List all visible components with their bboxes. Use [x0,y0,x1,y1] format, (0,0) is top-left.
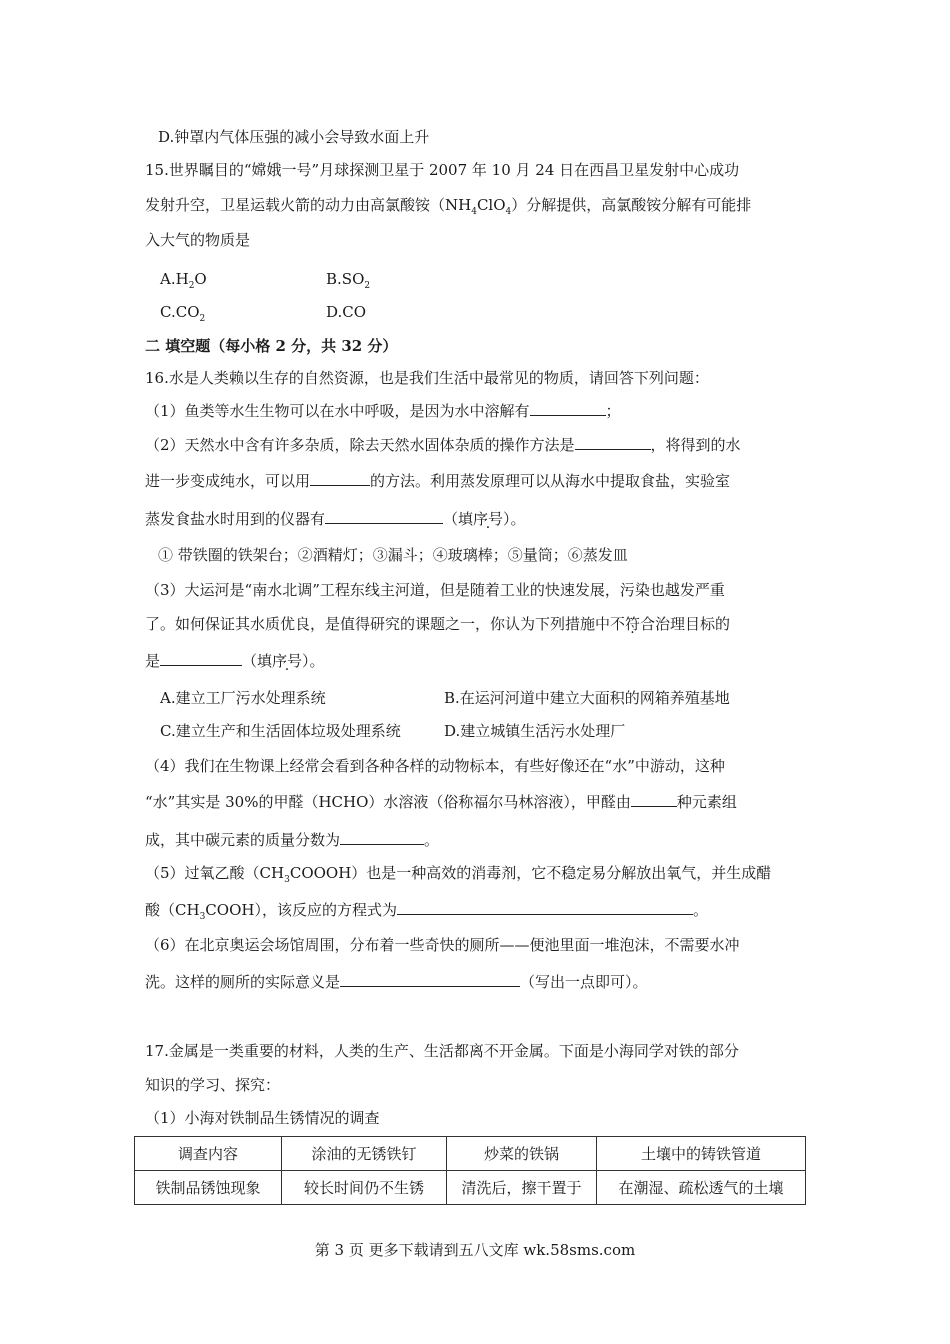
answer-blank[interactable] [160,650,242,666]
subscript: 2 [364,281,371,291]
table-header-row [135,1137,806,1171]
emphasis-text: 序号 [473,510,504,528]
subscript: 2 [199,314,206,324]
q16-part4-line1: （4）我们在生物课上经常会看到各种各样的动物标本，有些好像还在“水”中游动，这种 [145,757,725,775]
q16-part2-line2: 进一步变成纯水，可以用 的方法。利用蒸发原理可以从海水中提取食盐，实验室 [145,472,731,490]
answer-blank[interactable] [325,508,443,524]
section-heading: 二 填空题（每小格 2 分，共 32 分） [145,337,398,355]
q15-stem-line3: 入大气的物质是 [145,231,251,249]
table-cell: 清洗后，擦干置于 [447,1171,597,1205]
q15-option-a: $A.H_2O$ [160,270,207,291]
q16-part4-line2: “水”其实是 30%的甲醛（HCHO）水溶液（俗称福尔马林溶液），甲醛由 种元素组 [145,793,737,811]
table-row [135,1171,806,1205]
q17-stem-line1: 17.金属是一类重要的材料，人类的生产、生活都离不开金属。下面是小海同学对铁的部分 [145,1042,739,1060]
rust-survey-table [134,1136,806,1205]
q16-part6-line1: （6）在北京奥运会场馆周围，分布着一些奇快的厕所——便池里面一堆泡沫，不需要水冲 [145,936,740,954]
q16-part4-line3: 成，其中碳元素的质量分数为 。 [145,831,440,849]
q16-part2-line1: （2）天然水中含有许多杂质，除去天然水固体杂质的操作方法是 ，将得到的水 [145,436,741,454]
table-header-cell: 调查内容 [135,1137,282,1171]
q16-intro: 16.水是人类赖以生存的自然资源，也是我们生活中最常见的物质，请回答下列问题： [145,369,709,387]
q16-part3-line2: 了。如何保证其水质优良，是值得研究的课题之一，你认为下列措施中不符合治理目标的 [145,615,731,633]
answer-blank[interactable] [530,400,606,416]
q16-part2-line3: 蒸发食盐水时用到的仪器有 （填序号）。 [145,510,526,528]
q16-part3-line1: （3）大运河是“南水北调”工程东线主河道，但是随着工业的快速发展，污染也越发严重 [145,581,725,599]
q16-part3-option-c: C.建立生产和生活固体垃圾处理系统 [160,722,401,740]
table-header-cell: 炒菜的铁锅 [447,1137,597,1171]
q15-option-b: $B.SO_2$ [326,270,371,291]
q16-part2-instruments: ① 带铁圈的铁架台；②酒精灯；③漏斗；④玻璃棒；⑤量筒；⑥蒸发皿 [158,546,628,564]
table-header-cell: 土壤中的铸铁管道 [597,1137,806,1171]
subscript: 3 [199,912,206,922]
q17-stem-line2: 知识的学习、探究： [145,1076,281,1094]
table-header-cell: 涂油的无锈铁钉 [282,1137,447,1171]
q16-part3-option-a: A.建立工厂污水处理系统 [160,689,326,707]
answer-blank[interactable] [340,971,520,987]
q15-option-c: $C.CO_2$ [160,303,206,324]
q16-part5-line1: （5）过氧乙酸$(CH_3COOOH)$也是一种高效的消毒剂，它不稳定易分解放出氧气，并生成醋 [145,864,772,885]
q16-part5-line2: 酸$(CH_3COOH)$，该反应的方程式为 。 [145,901,708,922]
answer-blank[interactable] [397,899,693,915]
subscript: 2 [188,281,195,291]
answer-blank[interactable] [631,791,677,807]
q14-option-d: D.钟罩内气体压强的减小会导致水面上升 [158,128,430,146]
table-cell: 铁制品锈蚀现象 [135,1171,282,1205]
q15-stem-line2: 发射升空，卫星运载火箭的动力由高氯酸铵$(NH_4ClO_4)$分解提供，高氯酸铵分解有可能排 [145,196,752,217]
page-footer: 第 3 页 更多下载请到五八文库 wk.58sms.com [314,1241,636,1259]
q16-part1: （1）鱼类等水生生物可以在水中呼吸，是因为水中溶解有 ； [145,402,621,420]
q17-part1-title: （1）小海对铁制品生锈情况的调查 [145,1109,380,1127]
subscript: 3 [284,875,290,885]
q16-part3-option-d: D.建立城镇生活污水处理厂 [444,722,626,740]
emphasis-text: 不符合 [610,615,656,633]
table-cell: 在潮湿、疏松透气的土壤 [597,1171,806,1205]
q16-part3-option-b: B.在运河河道中建立大面积的网箱养殖基地 [444,689,730,707]
subscript: 4 [471,207,477,217]
answer-blank[interactable] [340,829,424,845]
q15-option-d: D.CO [326,303,367,321]
q16-part6-line2: 洗。这样的厕所的实际意义是 （写出一点即可）。 [145,973,648,991]
answer-blank[interactable] [310,470,370,486]
answer-blank[interactable] [575,434,651,450]
subscript: 4 [505,207,512,217]
q16-part3-line3: 是 （填序号）。 [145,652,325,670]
emphasis-text: 序号 [272,652,303,670]
table-cell: 较长时间仍不生锈 [282,1171,447,1205]
q15-stem-line1: 15.世界瞩目的“嫦娥一号”月球探测卫星于 2007 年 10 月 24 日在西昌卫星发射中心成功 [145,161,740,179]
